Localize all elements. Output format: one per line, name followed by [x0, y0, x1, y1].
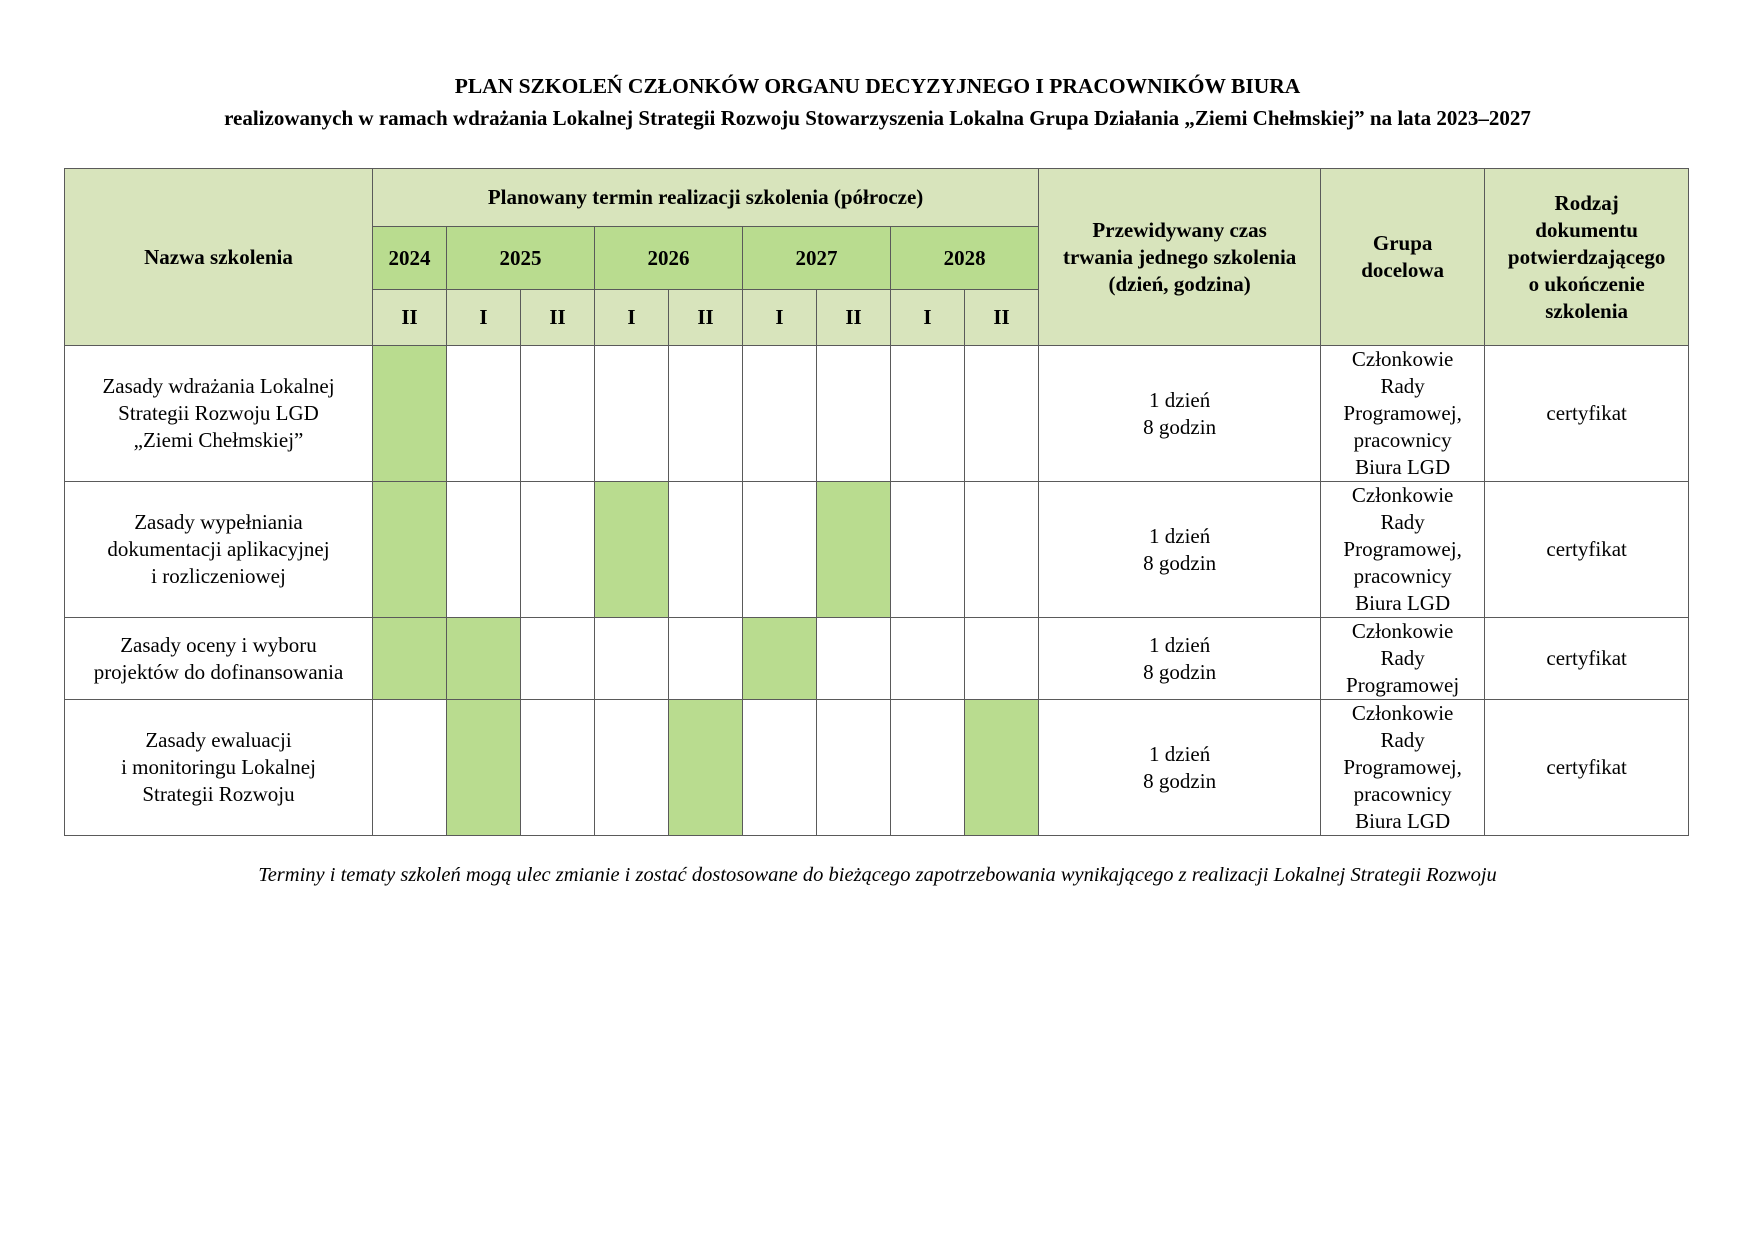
training-plan-table: [64, 168, 1689, 836]
schedule-cell-empty: [817, 700, 891, 836]
table-row: [65, 482, 1689, 618]
schedule-cell-empty: [521, 618, 595, 700]
target-group-cell: Członkowie Rady Programowej, pracownicy Biura LGD: [1321, 700, 1485, 836]
target-group-cell: Członkowie Rady Programowej: [1321, 618, 1485, 700]
half-year-header: II: [669, 290, 743, 346]
document-type-cell: certyfikat: [1485, 618, 1689, 700]
schedule-cell-empty: [891, 346, 965, 482]
schedule-cell-empty: [743, 346, 817, 482]
target-group-cell: Członkowie Rady Programowej, pracownicy Biura LGD: [1321, 346, 1485, 482]
half-year-header: II: [817, 290, 891, 346]
duration-cell: 1 dzień 8 godzin: [1039, 618, 1321, 700]
target-group-cell: Członkowie Rady Programowej, pracownicy Biura LGD: [1321, 482, 1485, 618]
schedule-cell-empty: [521, 346, 595, 482]
training-name-cell: Zasady wypełniania dokumentacji aplikacyjnej i rozliczeniowej: [65, 482, 373, 618]
header-target-group: Grupa docelowa: [1321, 169, 1485, 346]
schedule-cell-planned: [669, 700, 743, 836]
schedule-cell-empty: [595, 618, 669, 700]
half-year-header: I: [891, 290, 965, 346]
footnote: Terminy i tematy szkoleń mogą ulec zmianie i zostać dostosowane do bieżącego zapotrzebowania wynikającego z realizacji Lokalnej Strategii Rozwoju: [258, 864, 1497, 886]
schedule-cell-empty: [595, 346, 669, 482]
table-row: [65, 700, 1689, 836]
schedule-cell-empty: [669, 482, 743, 618]
half-year-header: II: [965, 290, 1039, 346]
schedule-cell-planned: [743, 618, 817, 700]
year-header-2024: 2024: [373, 227, 447, 290]
year-header-2027: 2027: [743, 227, 891, 290]
schedule-cell-empty: [817, 618, 891, 700]
schedule-cell-empty: [595, 700, 669, 836]
document-type-cell: certyfikat: [1485, 700, 1689, 836]
schedule-cell-empty: [373, 700, 447, 836]
schedule-cell-empty: [965, 618, 1039, 700]
schedule-cell-empty: [965, 346, 1039, 482]
table-row: [65, 618, 1689, 700]
duration-cell: 1 dzień 8 godzin: [1039, 482, 1321, 618]
header-duration: Przewidywany czas trwania jednego szkolenia (dzień, godzina): [1039, 169, 1321, 346]
document-title: PLAN SZKOLEŃ CZŁONKÓW ORGANU DECYZYJNEGO I PRACOWNIKÓW BIURA: [454, 74, 1301, 98]
schedule-cell-empty: [891, 482, 965, 618]
header-training-name: Nazwa szkolenia: [65, 169, 373, 346]
training-name-cell: Zasady oceny i wyboru projektów do dofinansowania: [65, 618, 373, 700]
half-year-header: I: [743, 290, 817, 346]
schedule-cell-planned: [817, 482, 891, 618]
year-header-2026: 2026: [595, 227, 743, 290]
document-type-cell: certyfikat: [1485, 346, 1689, 482]
schedule-cell-empty: [447, 482, 521, 618]
schedule-cell-planned: [965, 700, 1039, 836]
duration-cell: 1 dzień 8 godzin: [1039, 346, 1321, 482]
schedule-cell-empty: [891, 618, 965, 700]
schedule-cell-empty: [521, 482, 595, 618]
schedule-cell-empty: [521, 700, 595, 836]
header-document-type: Rodzaj dokumentu potwierdzającego o ukończenie szkolenia: [1485, 169, 1689, 346]
duration-cell: 1 dzień 8 godzin: [1039, 700, 1321, 836]
schedule-cell-empty: [669, 346, 743, 482]
schedule-cell-planned: [447, 618, 521, 700]
schedule-cell-planned: [447, 700, 521, 836]
schedule-cell-empty: [817, 346, 891, 482]
schedule-cell-empty: [965, 482, 1039, 618]
schedule-cell-empty: [447, 346, 521, 482]
half-year-header: I: [447, 290, 521, 346]
year-header-2025: 2025: [447, 227, 595, 290]
half-year-header: II: [521, 290, 595, 346]
half-year-header: I: [595, 290, 669, 346]
schedule-cell-planned: [595, 482, 669, 618]
schedule-cell-planned: [373, 482, 447, 618]
document-type-cell: certyfikat: [1485, 482, 1689, 618]
table-row: [65, 346, 1689, 482]
training-name-cell: Zasady ewaluacji i monitoringu Lokalnej Strategii Rozwoju: [65, 700, 373, 836]
schedule-cell-empty: [891, 700, 965, 836]
training-name-cell: Zasady wdrażania Lokalnej Strategii Rozwoju LGD „Ziemi Chełmskiej”: [65, 346, 373, 482]
schedule-cell-empty: [669, 618, 743, 700]
schedule-cell-planned: [373, 346, 447, 482]
document-subtitle: realizowanych w ramach wdrażania Lokalnej Strategii Rozwoju Stowarzyszenia Lokalna Grupa Działania „Ziemi Chełmskiej” na lata 2023–2027: [224, 106, 1531, 130]
header-planned-term: Planowany termin realizacji szkolenia (półrocze): [373, 169, 1039, 227]
schedule-cell-empty: [743, 482, 817, 618]
year-header-2028: 2028: [891, 227, 1039, 290]
schedule-cell-empty: [743, 700, 817, 836]
schedule-cell-planned: [373, 618, 447, 700]
half-year-header: II: [373, 290, 447, 346]
